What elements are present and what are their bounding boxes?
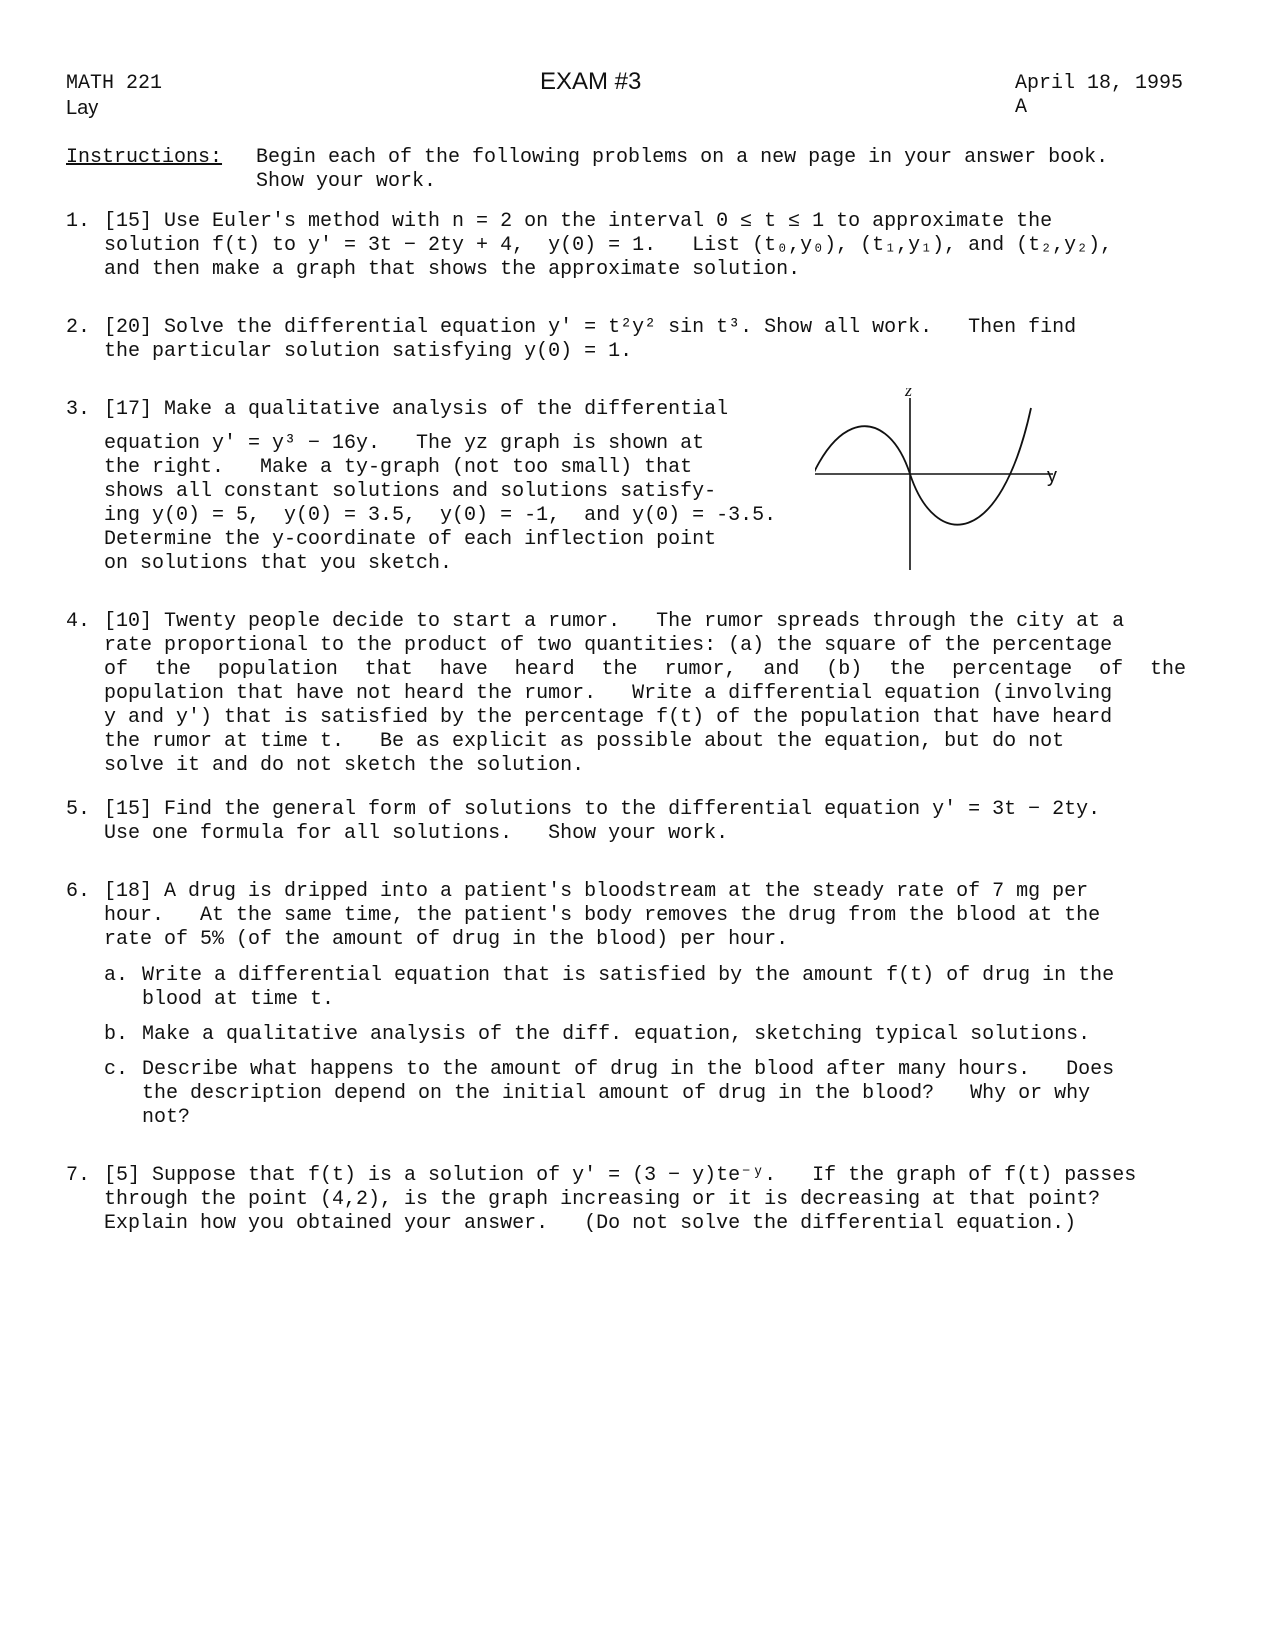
problem-number: 1. <box>66 210 91 233</box>
problem-line: rate of 5% (of the amount of drug in the blood) per hour. <box>104 928 789 951</box>
problem-number: 6. <box>66 880 91 903</box>
part-line: Describe what happens to the amount of drug in the blood after many hours. Does <box>142 1058 1115 1081</box>
problem-line: equation y′ = y³ − 16y. The yz graph is shown at <box>104 432 705 455</box>
problem-line: on solutions that you sketch. <box>104 552 453 575</box>
problem-number: 4. <box>66 610 91 633</box>
part-text <box>142 1058 1186 1130</box>
problem-line: solution f(t) to y′ = 3t − 2ty + 4, y(0) = 1. List (t₀,y₀), (t₁,y₁), and (t₂,y₂), <box>104 234 1113 257</box>
problem-6 <box>66 880 1186 1140</box>
part-text <box>142 1023 1186 1047</box>
part-label: b. <box>104 1023 129 1046</box>
problem-line: Explain how you obtained your answer. (Do not solve the differential equation.) <box>104 1212 1077 1235</box>
instructor-name: Lay <box>66 97 99 119</box>
instructions-label: Instructions: <box>66 146 223 169</box>
part-label: c. <box>104 1058 129 1081</box>
problem-number: 5. <box>66 798 91 821</box>
problem-text <box>104 398 786 576</box>
z-axis-label: z <box>905 388 913 400</box>
yz-graph-svg <box>815 388 1105 598</box>
problem-text <box>104 316 1186 364</box>
problem-line: hour. At the same time, the patient's body removes the drug from the blood at the <box>104 904 1101 927</box>
problem-line: [20] Solve the differential equation y′ = t²y² sin t³. Show all work. Then find <box>104 316 1077 339</box>
cubic-curve <box>815 408 1031 538</box>
problem-text <box>104 880 1186 952</box>
part-text <box>142 964 1186 1012</box>
problem-line: of the population that have heard the rumor, and (b) the percentage of the <box>104 658 1186 681</box>
problem-line: [5] Suppose that f(t) is a solution of y′ = (3 − y)te⁻ʸ. If the graph of f(t) passes <box>104 1164 1137 1187</box>
problem-number: 2. <box>66 316 91 339</box>
exam-date: April 18, 1995 <box>1015 72 1184 95</box>
problem-text <box>104 210 1186 282</box>
problem-line: ing y(0) = 5, y(0) = 3.5, y(0) = -1, and y(0) = -3.5. <box>104 504 777 527</box>
problem-line: the right. Make a ty-graph (not too small) that <box>104 456 693 479</box>
part-line: not? <box>142 1106 191 1129</box>
part-label: a. <box>104 964 129 987</box>
exam-title: EXAM #3 <box>540 68 642 95</box>
problem-number: 3. <box>66 398 91 421</box>
instructions-line: Begin each of the following problems on a new page in your answer book. <box>256 146 1109 169</box>
course-code: MATH 221 <box>66 72 163 95</box>
problem-text <box>104 798 1186 846</box>
yz-graph <box>815 388 1105 598</box>
problem-line: shows all constant solutions and solutions satisfy- <box>104 480 717 503</box>
exam-version: A <box>1015 96 1028 119</box>
problem-line: Determine the y-coordinate of each inflection point <box>104 528 717 551</box>
header-right <box>1015 72 1183 120</box>
problem-line: [17] Make a qualitative analysis of the differential <box>104 398 729 421</box>
problem-text <box>104 610 1186 778</box>
problem-line: [10] Twenty people decide to start a rumor. The rumor spreads through the city at a <box>104 610 1125 633</box>
header-left <box>66 72 162 120</box>
part-line: blood at time t. <box>142 988 335 1011</box>
problem-line: [15] Use Euler's method with n = 2 on the interval 0 ≤ t ≤ 1 to approximate the <box>104 210 1053 233</box>
problem-line: rate proportional to the product of two quantities: (a) the square of the percentage <box>104 634 1113 657</box>
problem-line: through the point (4,2), is the graph increasing or it is decreasing at that point? <box>104 1188 1101 1211</box>
instructions-text <box>256 146 1156 194</box>
y-axis-label: y <box>1047 465 1057 487</box>
problem-line: [18] A drug is dripped into a patient's bloodstream at the steady rate of 7 mg per <box>104 880 1089 903</box>
problem-line: solve it and do not sketch the solution. <box>104 754 585 777</box>
problem-line: [15] Find the general form of solutions to the differential equation y′ = 3t − 2ty. <box>104 798 1101 821</box>
problem-number: 7. <box>66 1164 91 1187</box>
problem-line: and then make a graph that shows the approximate solution. <box>104 258 801 281</box>
part-line: Write a differential equation that is satisfied by the amount f(t) of drug in the <box>142 964 1115 987</box>
problem-text <box>104 1164 1186 1236</box>
part-line: the description depend on the initial amount of drug in the blood? Why or why <box>142 1082 1091 1105</box>
problem-line: population that have not heard the rumor. Write a differential equation (involving <box>104 682 1113 705</box>
problem-line: the particular solution satisfying y(0) = 1. <box>104 340 633 363</box>
problem-line: y and y′) that is satisfied by the percentage f(t) of the population that have heard <box>104 706 1113 729</box>
part-line: Make a qualitative analysis of the diff. equation, sketching typical solutions. <box>142 1023 1091 1046</box>
problem-line: Use one formula for all solutions. Show your work. <box>104 822 729 845</box>
instructions-line: Show your work. <box>256 170 437 193</box>
problem-line: the rumor at time t. Be as explicit as possible about the equation, but do not <box>104 730 1065 753</box>
